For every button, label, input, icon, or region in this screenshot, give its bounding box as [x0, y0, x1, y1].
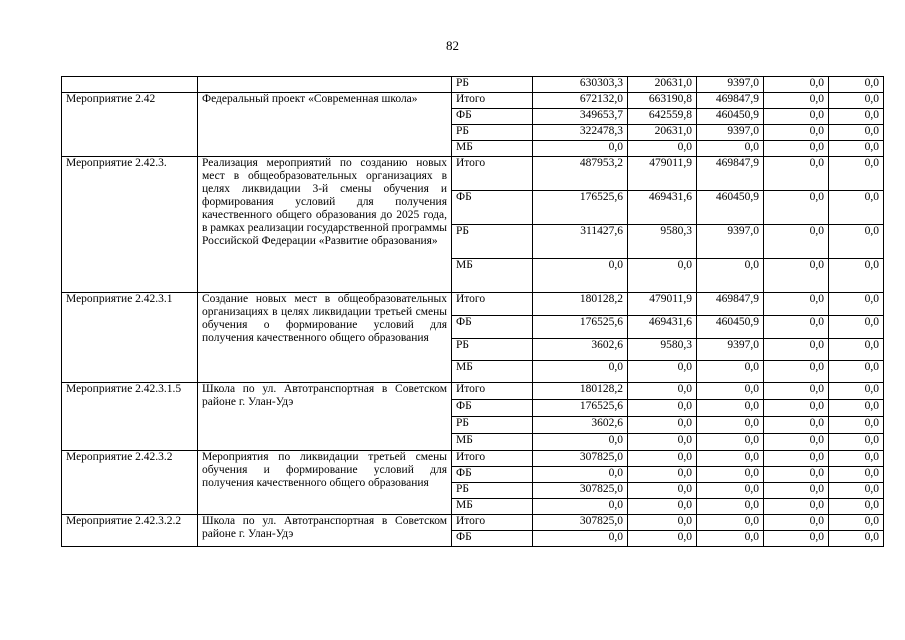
table-row — [62, 157, 884, 191]
value-cell: 0,0 — [628, 141, 697, 157]
measure-name-cell: Мероприятие 2.42.3. — [62, 157, 198, 293]
source-cell: ФБ — [452, 531, 533, 547]
value-cell: 0,0 — [829, 361, 884, 383]
value-cell: 0,0 — [628, 451, 697, 467]
measure-name-cell: Мероприятие 2.42 — [62, 93, 198, 157]
value-cell: 0,0 — [697, 141, 764, 157]
value-cell: 479011,9 — [628, 157, 697, 191]
value-cell: 0,0 — [628, 434, 697, 451]
value-cell: 0,0 — [533, 467, 628, 483]
value-cell: 9580,3 — [628, 339, 697, 361]
value-cell: 0,0 — [764, 361, 829, 383]
value-cell: 0,0 — [628, 467, 697, 483]
source-cell: ФБ — [452, 109, 533, 125]
value-cell: 0,0 — [697, 434, 764, 451]
value-cell: 642559,8 — [628, 109, 697, 125]
measure-name-cell: Мероприятие 2.42.3.2 — [62, 451, 198, 515]
measure-description-cell: Реализация мероприятий по созданию новых мест в общеобразовательных организациях в целях ликвидации 3-й смены обучения и формирования условий для получения качественного общего образования до 2025 года, в рамках реализации государственной программы Российской Федерации «Развитие образования» — [198, 157, 452, 293]
value-cell: 0,0 — [697, 259, 764, 293]
value-cell: 460450,9 — [697, 316, 764, 339]
value-cell: 0,0 — [829, 515, 884, 531]
value-cell: 0,0 — [764, 400, 829, 417]
source-cell: Итого — [452, 383, 533, 400]
value-cell: 9397,0 — [697, 125, 764, 141]
value-cell: 0,0 — [829, 109, 884, 125]
value-cell: 176525,6 — [533, 400, 628, 417]
value-cell: 3602,6 — [533, 339, 628, 361]
value-cell: 0,0 — [533, 141, 628, 157]
value-cell: 0,0 — [829, 467, 884, 483]
value-cell: 0,0 — [829, 434, 884, 451]
measure-name-cell: Мероприятие 2.42.3.1 — [62, 293, 198, 383]
source-cell: Итого — [452, 451, 533, 467]
value-cell: 0,0 — [533, 361, 628, 383]
value-cell: 0,0 — [697, 383, 764, 400]
table-row — [62, 293, 884, 316]
value-cell: 0,0 — [764, 125, 829, 141]
value-cell: 0,0 — [628, 499, 697, 515]
value-cell: 0,0 — [829, 383, 884, 400]
value-cell: 3602,6 — [533, 417, 628, 434]
value-cell: 0,0 — [697, 451, 764, 467]
value-cell: 0,0 — [628, 383, 697, 400]
value-cell: 469431,6 — [628, 316, 697, 339]
source-cell: ФБ — [452, 191, 533, 225]
value-cell: 0,0 — [829, 417, 884, 434]
value-cell: 9397,0 — [697, 225, 764, 259]
source-cell: РБ — [452, 339, 533, 361]
budget-table — [61, 76, 884, 547]
value-cell: 20631,0 — [628, 77, 697, 93]
value-cell: 9397,0 — [697, 339, 764, 361]
value-cell: 0,0 — [764, 316, 829, 339]
source-cell: Итого — [452, 293, 533, 316]
source-cell: РБ — [452, 483, 533, 499]
value-cell: 0,0 — [829, 125, 884, 141]
value-cell: 0,0 — [764, 499, 829, 515]
value-cell: 0,0 — [764, 417, 829, 434]
value-cell: 0,0 — [764, 531, 829, 547]
value-cell: 0,0 — [628, 531, 697, 547]
table-row — [62, 515, 884, 531]
value-cell: 0,0 — [697, 531, 764, 547]
source-cell: ФБ — [452, 316, 533, 339]
value-cell: 0,0 — [829, 316, 884, 339]
value-cell: 0,0 — [533, 259, 628, 293]
value-cell: 460450,9 — [697, 191, 764, 225]
value-cell: 0,0 — [829, 157, 884, 191]
value-cell: 0,0 — [697, 515, 764, 531]
value-cell: 0,0 — [764, 483, 829, 499]
source-cell: ФБ — [452, 400, 533, 417]
value-cell: 0,0 — [697, 499, 764, 515]
value-cell: 0,0 — [764, 383, 829, 400]
value-cell: 307825,0 — [533, 515, 628, 531]
value-cell: 0,0 — [764, 141, 829, 157]
source-cell: Итого — [452, 93, 533, 109]
value-cell: 20631,0 — [628, 125, 697, 141]
measure-description-cell: Мероприятия по ликвидации третьей смены обучения и формирование условий для получения качественного общего образования — [198, 451, 452, 515]
table-row — [62, 93, 884, 109]
table-row — [62, 77, 884, 93]
value-cell: 0,0 — [829, 141, 884, 157]
value-cell: 9397,0 — [697, 77, 764, 93]
value-cell: 176525,6 — [533, 191, 628, 225]
value-cell: 672132,0 — [533, 93, 628, 109]
value-cell: 0,0 — [764, 515, 829, 531]
name-cell — [62, 77, 198, 93]
value-cell: 0,0 — [697, 400, 764, 417]
value-cell: 311427,6 — [533, 225, 628, 259]
value-cell: 0,0 — [764, 225, 829, 259]
measure-description-cell: Создание новых мест в общеобразовательных организациях в целях ликвидации третьей смены обучения о формирование условий для получения качественного общего образования — [198, 293, 452, 383]
source-cell: МБ — [452, 499, 533, 515]
value-cell: 0,0 — [764, 77, 829, 93]
value-cell: 0,0 — [829, 531, 884, 547]
measure-description-cell: Федеральный проект «Современная школа» — [198, 93, 452, 157]
value-cell: 0,0 — [764, 434, 829, 451]
value-cell: 0,0 — [829, 451, 884, 467]
value-cell: 0,0 — [764, 157, 829, 191]
value-cell: 0,0 — [628, 259, 697, 293]
value-cell: 0,0 — [764, 293, 829, 316]
value-cell: 0,0 — [829, 293, 884, 316]
source-cell: ФБ — [452, 467, 533, 483]
value-cell: 0,0 — [764, 93, 829, 109]
value-cell: 0,0 — [628, 417, 697, 434]
value-cell: 469847,9 — [697, 157, 764, 191]
value-cell: 307825,0 — [533, 483, 628, 499]
source-cell: МБ — [452, 141, 533, 157]
value-cell: 307825,0 — [533, 451, 628, 467]
value-cell: 0,0 — [764, 467, 829, 483]
measure-name-cell: Мероприятие 2.42.3.2.2 — [62, 515, 198, 547]
value-cell: 0,0 — [764, 191, 829, 225]
value-cell: 0,0 — [829, 499, 884, 515]
source-cell: РБ — [452, 77, 533, 93]
value-cell: 0,0 — [829, 400, 884, 417]
budget-table-body — [62, 77, 884, 547]
value-cell: 479011,9 — [628, 293, 697, 316]
value-cell: 0,0 — [628, 483, 697, 499]
value-cell: 0,0 — [697, 361, 764, 383]
value-cell: 0,0 — [697, 467, 764, 483]
value-cell: 9580,3 — [628, 225, 697, 259]
value-cell: 0,0 — [628, 515, 697, 531]
value-cell: 630303,3 — [533, 77, 628, 93]
measure-description-cell: Школа по ул. Автотранспортная в Советском районе г. Улан-Удэ — [198, 383, 452, 451]
value-cell: 469431,6 — [628, 191, 697, 225]
value-cell: 349653,7 — [533, 109, 628, 125]
source-cell: МБ — [452, 434, 533, 451]
source-cell: РБ — [452, 225, 533, 259]
value-cell: 0,0 — [697, 483, 764, 499]
source-cell: Итого — [452, 157, 533, 191]
value-cell: 0,0 — [764, 259, 829, 293]
value-cell: 663190,8 — [628, 93, 697, 109]
source-cell: МБ — [452, 259, 533, 293]
value-cell: 180128,2 — [533, 383, 628, 400]
value-cell: 0,0 — [533, 499, 628, 515]
value-cell: 487953,2 — [533, 157, 628, 191]
value-cell: 0,0 — [829, 225, 884, 259]
value-cell: 180128,2 — [533, 293, 628, 316]
value-cell: 0,0 — [829, 339, 884, 361]
value-cell: 0,0 — [697, 417, 764, 434]
source-cell: РБ — [452, 125, 533, 141]
source-cell: Итого — [452, 515, 533, 531]
value-cell: 0,0 — [533, 434, 628, 451]
measure-description-cell: Школа по ул. Автотранспортная в Советском районе г. Улан-Удэ — [198, 515, 452, 547]
value-cell: 0,0 — [829, 77, 884, 93]
value-cell: 0,0 — [829, 93, 884, 109]
description-cell — [198, 77, 452, 93]
value-cell: 0,0 — [764, 451, 829, 467]
table-row — [62, 451, 884, 467]
measure-name-cell: Мероприятие 2.42.3.1.5 — [62, 383, 198, 451]
value-cell: 0,0 — [764, 339, 829, 361]
page-number: 82 — [446, 38, 459, 53]
value-cell: 322478,3 — [533, 125, 628, 141]
value-cell: 0,0 — [764, 109, 829, 125]
value-cell: 0,0 — [829, 483, 884, 499]
table-row — [62, 383, 884, 400]
source-cell: МБ — [452, 361, 533, 383]
value-cell: 469847,9 — [697, 293, 764, 316]
value-cell: 176525,6 — [533, 316, 628, 339]
value-cell: 469847,9 — [697, 93, 764, 109]
source-cell: РБ — [452, 417, 533, 434]
value-cell: 0,0 — [628, 400, 697, 417]
value-cell: 0,0 — [533, 531, 628, 547]
value-cell: 0,0 — [628, 361, 697, 383]
value-cell: 460450,9 — [697, 109, 764, 125]
value-cell: 0,0 — [829, 259, 884, 293]
value-cell: 0,0 — [829, 191, 884, 225]
